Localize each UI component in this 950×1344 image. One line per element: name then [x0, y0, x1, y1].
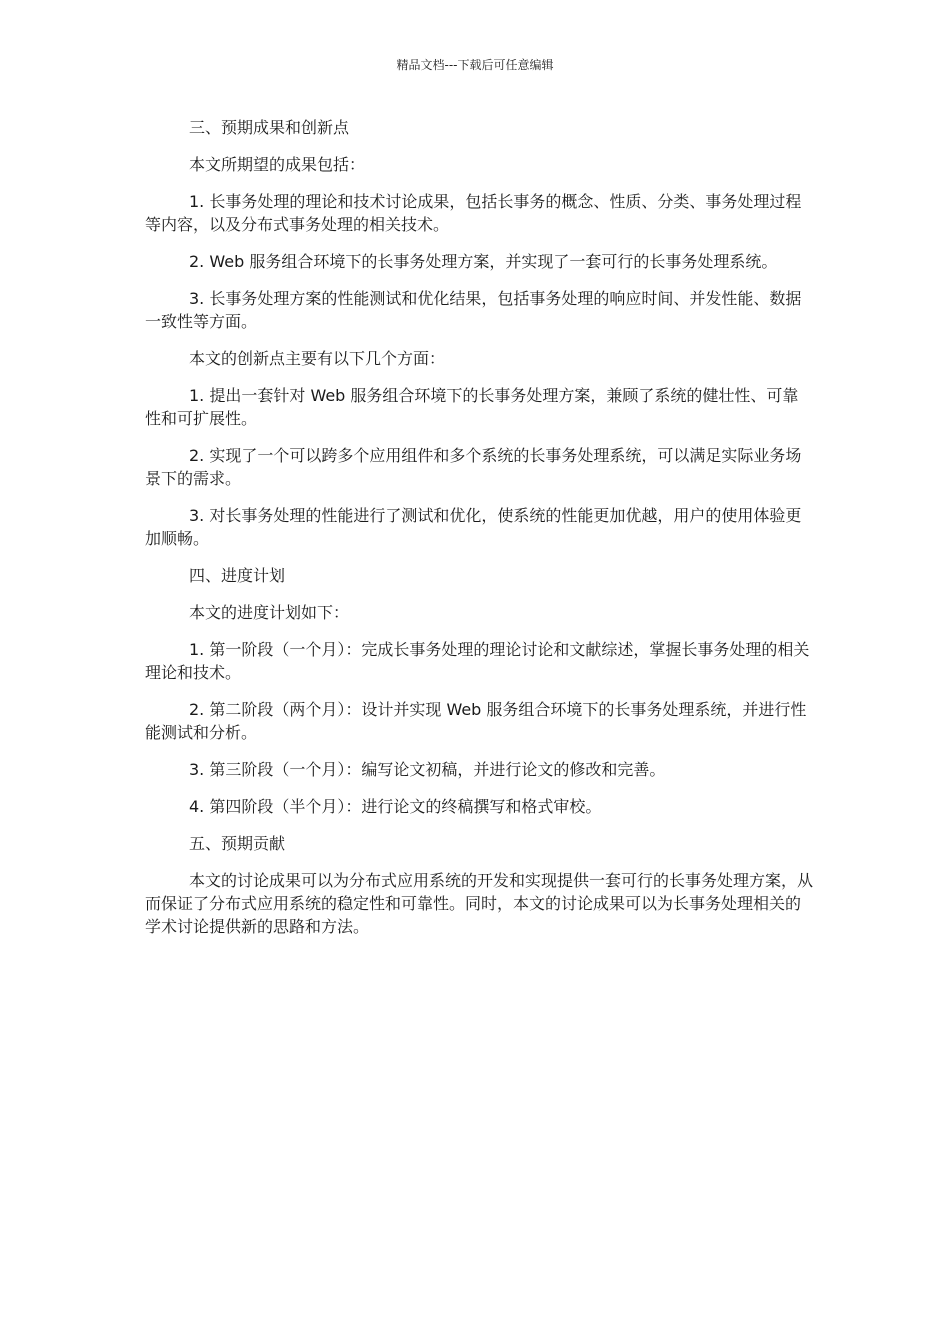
paragraph-results-intro: 本文所期望的成果包括： [189, 155, 366, 174]
paragraph-innovation-intro: 本文的创新点主要有以下几个方面： [189, 349, 446, 368]
paragraph-contribution: 本文的讨论成果可以为分布式应用系统的开发和实现提供一套可行的长事务处理方案，从而保证了分布式应用系统的稳定性和可靠性。同时，本文的讨论成果可以为长事务处理相关的学术讨论提供新的思路和方法。 [145, 871, 814, 936]
paragraph-schedule-intro: 本文的进度计划如下： [189, 603, 350, 622]
paragraph-stage-4: 4. 第四阶段（半个月）：进行论文的终稿撰写和格式审校。 [189, 797, 602, 816]
paragraph-stage-1: 1. 第一阶段（一个月）：完成长事务处理的理论讨论和文献综述，掌握长事务处理的相关理论和技术。 [145, 640, 810, 682]
document-body [145, 116, 813, 952]
section-heading-schedule: 四、进度计划 [189, 566, 286, 585]
paragraph-stage-3: 3. 第三阶段（一个月）：编写论文初稿，并进行论文的修改和完善。 [189, 760, 666, 779]
paragraph-innovation-3: 3. 对长事务处理的性能进行了测试和优化，使系统的性能更加优越，用户的使用体验更加顺畅。 [145, 506, 802, 548]
paragraph-innovation-1: 1. 提出一套针对 Web 服务组合环境下的长事务处理方案，兼顾了系统的健壮性、可靠性和可扩展性。 [145, 386, 799, 428]
section-heading-expected-results: 三、预期成果和创新点 [189, 118, 350, 137]
paragraph-result-1: 1. 长事务处理的理论和技术讨论成果，包括长事务的概念、性质、分类、事务处理过程等内容，以及分布式事务处理的相关技术。 [145, 192, 802, 234]
paragraph-result-3: 3. 长事务处理方案的性能测试和优化结果，包括事务处理的响应时间、并发性能、数据一致性等方面。 [145, 289, 802, 331]
paragraph-result-2: 2. Web 服务组合环境下的长事务处理方案，并实现了一套可行的长事务处理系统。 [189, 252, 778, 271]
paragraph-stage-2: 2. 第二阶段（两个月）：设计并实现 Web 服务组合环境下的长事务处理系统，并进行性能测试和分析。 [145, 700, 807, 742]
paragraph-innovation-2: 2. 实现了一个可以跨多个应用组件和多个系统的长事务处理系统，可以满足实际业务场景下的需求。 [145, 446, 802, 488]
page-header: 精品文档---下载后可任意编辑 [396, 58, 554, 72]
section-heading-contribution: 五、预期贡献 [189, 834, 286, 853]
